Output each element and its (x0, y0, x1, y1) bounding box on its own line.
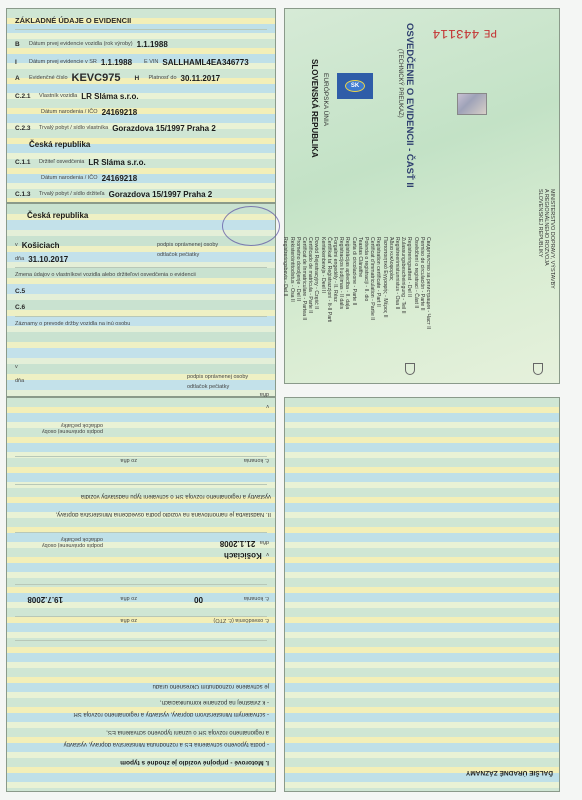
cover-page: PE 443114 SK EURÓPSKA ÚNIA SLOVENSKÁ REPUBLIKA OSVEDČENIE O EVIDENCII - ČASŤ II (TECHNICKÝ PREUKAZ) MINISTERSTVO DOPRAVY, VÝSTAVBY A REGIONÁLNEHO ROZVOJA SLOVENSKEJ REPUBLIKY Свидетелство за регистрация - Част II Permiso de circulación - Parte II Osvědčení o registraci - Část II Registreringsattest - Del II Zulassungsbescheinigung - Teil II Registreerimistunnistus - Osa II Άδεια κυκλοφορίας Πιστοποιητικό Εγγραφής - Μέρος ΙΙ Registration certificate - Part II Certificat d'immatriculation - Partie II Potvrda o registraciji - II. dio Teastas Cláraithe Carta di circolazione - Parte II Reģistrācijas apliecība - II. daļa Registracijos liudijimas - II dalis Forgalmi engedély - II. Rész Čertifikat ta' Reġistrazzjoni - It-II Parti Kentekenbewijs - Deel II Dowód Rejestracyjny - Część II Certificado de matrícula - Parte II Certificat de înmatriculare - Partea II Prometno dovoljenje - Del II Rekisteröintitodistus - Osa II Registreringsbevis - Del II (284, 8, 560, 384)
proceeding-date: 19.7.2008 (27, 595, 63, 604)
vin-value: SALLHAML4EA346773 (162, 57, 249, 67)
coat-of-arms-icon (533, 363, 543, 375)
document-subtitle: (TECHNICKÝ PREUKAZ) (397, 49, 403, 118)
row-owner-address: C.2.3 Trvalý pobyt / sídlo vlastníka Gorazdova 15/1997 Praha 2 (15, 123, 216, 133)
document-title: OSVEDČENIE O EVIDENCII - ČASŤ II (404, 23, 415, 188)
issue-place: Košiciach (21, 240, 60, 250)
row-owner-id: Dátum narodenia / IČO 24169218 (41, 107, 138, 117)
country-label: SLOVENSKÁ REPUBLIKA (310, 59, 319, 158)
type-approval-header: I. Motorové - prípojné vozidlo je zhodné s typom (120, 759, 269, 766)
eu-flag-icon: SK (337, 73, 373, 99)
additional-records-page (284, 397, 560, 792)
field-c5: C.5 (15, 287, 26, 295)
additional-records-title: ĎALŠIE ÚRADNÉ ZÁZNAMY (465, 769, 553, 776)
record-place: Košiciach (224, 551, 262, 560)
changes-page: Česká republika v Košiciach podpis oprávnenej osoby odtlačok pečiatky dňa 31.10.2017 Zmena údajov o vlastníkovi vozidla alebo držiteľovi osvedčenia o evidencii C.5 C.6 Záznamy o prevode držby vozidla na inú osobu v dňa podpis oprávnenej osoby odtlačok pečiatky (6, 203, 276, 397)
serial-prefix: PE (483, 26, 497, 38)
row-first-registration: B Dátum prvej evidencie vozidla (rok výroby) 1.1.1988 (15, 39, 168, 49)
section-header: ZÁKLADNÉ ÚDAJE O EVIDENCII (15, 15, 132, 25)
owner-country: Česká republika (29, 139, 91, 149)
basic-data-page (6, 8, 276, 203)
official-records-page: podpis oprávnenej osoby odtlačok pečiatky v dňa č. konania zo dňa II. Nadstavba je namontovaná na vozidlo podľa osvedčenia Ministerstva dopravy, výstavby a regionálneho rozvoja SR o schválení typu nadstavby vozidla podpis oprávnenej osoby odtlačok pečiatky v Košiciach dňa 21.1.2008 č. konania 00 zo dňa 19.7.2008 č. osvedčenia (č. ZTO) zo dňa je schválené rozhodnutím Okresného úradu - k zvláštnej na poznanie komunikáciách, - schváleným Ministerstvom dopravy, výstavby a regionálneho rozvoja SR a regionálneho rozvoja SR o uznaní typového schválenia ES, - podľa typového schválenia ES a rozhodnutia Ministerstva dopravy, výstavby I. Motorové - prípojné vozidlo je zhodné s typom (6, 397, 276, 792)
coat-of-arms-icon (405, 363, 415, 375)
serial-number: 443114 (432, 26, 480, 41)
row-first-registration-sr: I Dátum prvej evidencie v SR 1.1.1988 E VIN SALLHAML4EA346773 (15, 57, 249, 67)
row-holder: C.1.1 Držiteľ osvedčenia LR Sláma s.r.o. (15, 157, 146, 167)
row-holder-address: C.1.3 Trvalý pobyt / sídlo držiteľa Gorazdova 15/1997 Praha 2 (15, 189, 213, 199)
row-plate: A Evidenčné číslo KEVC975 H Platnosť do 30.11.2017 (15, 72, 221, 84)
first-registration-date: 1.1.1988 (136, 39, 168, 49)
row-place: v Košiciach (15, 240, 60, 250)
row-owner: C.2.1 Vlastník vozidla LR Sláma s.r.o. (15, 91, 139, 101)
holder-name: LR Sláma s.r.o. (88, 157, 146, 167)
field-c6: C.6 (15, 303, 26, 311)
valid-until-date: 30.11.2017 (180, 73, 221, 83)
plate-number: KEVC975 (71, 72, 121, 84)
row-holder-id: Dátum narodenia / IČO 24169218 (41, 173, 138, 183)
owner-name: LR Sláma s.r.o. (81, 91, 139, 101)
language-list: Свидетелство за регистрация - Част II Permiso de circulación - Parte II Osvědčení o registraci - Část II Registreringsattest - Del II Zulassungsbescheinigung - Teil II Registreerimistunnistus - Osa II Άδεια κυκλοφορίας Πιστοποιητικό Εγγραφής - Μέρος ΙΙ Registration certificate - Part II Certificat d'immatriculation - Partie II Potvrda o registraciji - II. dio Teastas Cláraithe Carta di circolazione - Parte II Reģistrācijas apliecība - II. daļa Registracijos liudijimas - II dalis Forgalmi engedély - II. Rész Čertifikat ta' Reġistrazzjoni - It-II Parti Kentekenbewijs - Deel II Dowód Rejestracyjny - Część II Certificado de matrícula - Parte II Certificat de înmatriculare - Partea II Prometno dovoljenje - Del II Rekisteröintitodistus - Osa II Registreringsbevis - Del II (282, 237, 431, 330)
eu-label: EURÓPSKA ÚNIA (322, 73, 329, 127)
holder-country: Česká republika (27, 210, 89, 220)
issue-date: 31.10.2017 (28, 254, 69, 264)
proceeding-number: 00 (194, 595, 203, 604)
record-date: 21.1.2008 (219, 539, 256, 548)
superstructure-header: II. Nadstavba je namontovaná na vozidlo podľa osvedčenia Ministerstva dopravy, (55, 511, 271, 517)
hologram-icon (457, 93, 487, 115)
row-date: dňa 31.10.2017 (15, 254, 69, 264)
